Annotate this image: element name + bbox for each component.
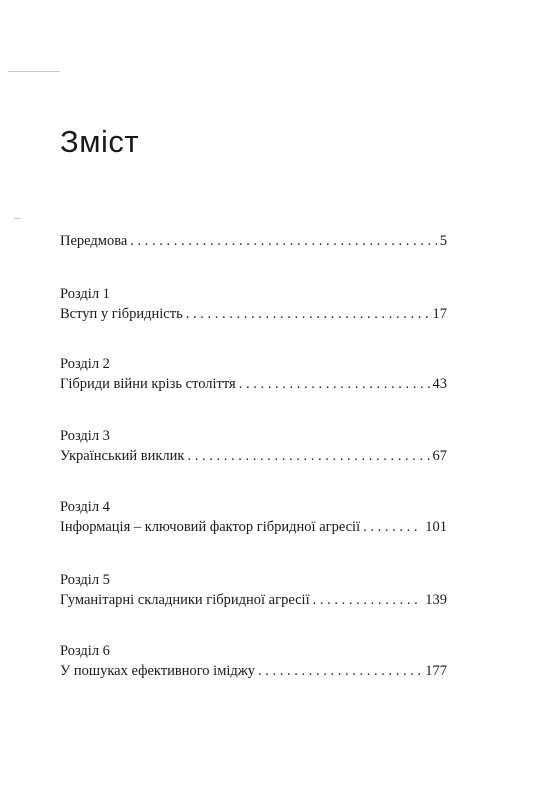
toc-line [60,233,447,250]
toc-line [60,519,447,536]
toc-entry-chapter-6 [60,643,447,680]
toc-entry-chapter-5 [60,572,447,609]
toc-line [60,306,447,323]
dot-leader [258,663,422,680]
toc-entry-preface [60,233,447,250]
toc-entry-title: Передмова [60,233,128,249]
toc-entry-title: Гібриди війни крізь століття [60,376,236,392]
dot-leader [363,519,422,536]
toc-line [60,376,447,393]
toc-line [60,448,447,465]
toc-page-number: 101 [425,519,447,535]
dot-leader [313,592,423,609]
toc-page-number: 67 [432,448,447,464]
toc-page-number: 17 [432,306,447,322]
page-title: Зміст [60,124,140,159]
dot-leader [239,376,430,393]
scan-mark [8,71,60,72]
toc-entry-title: Вступ у гібридність [60,306,183,322]
toc-line [60,592,447,609]
toc-entry-title: Гуманітарні складники гібридної агресії [60,592,310,608]
chapter-label: Розділ 1 [60,286,110,302]
chapter-label: Розділ 4 [60,499,110,515]
dot-leader [187,448,429,465]
toc-entry-title: У пошуках ефективного іміджу [60,663,256,679]
toc-page-number: 43 [432,376,447,392]
scan-mark [14,218,20,219]
toc-entry-chapter-1 [60,286,447,323]
chapter-label: Розділ 3 [60,428,110,444]
toc-entry-title: Український виклик [60,448,185,464]
dot-leader [186,306,430,323]
toc-page-number: 177 [425,663,447,679]
chapter-label: Розділ 5 [60,572,110,588]
dot-leader [130,233,436,250]
toc-entry-chapter-3 [60,428,447,465]
toc-line [60,663,447,680]
toc-page-number: 5 [439,233,447,249]
toc-entry-chapter-2 [60,356,447,393]
toc-page-number: 139 [425,592,447,608]
toc-entry-chapter-4 [60,499,447,536]
chapter-label: Розділ 6 [60,643,110,659]
chapter-label: Розділ 2 [60,356,110,372]
toc-entry-title: Інформація – ключовий фактор гібридної агресії [60,519,361,535]
